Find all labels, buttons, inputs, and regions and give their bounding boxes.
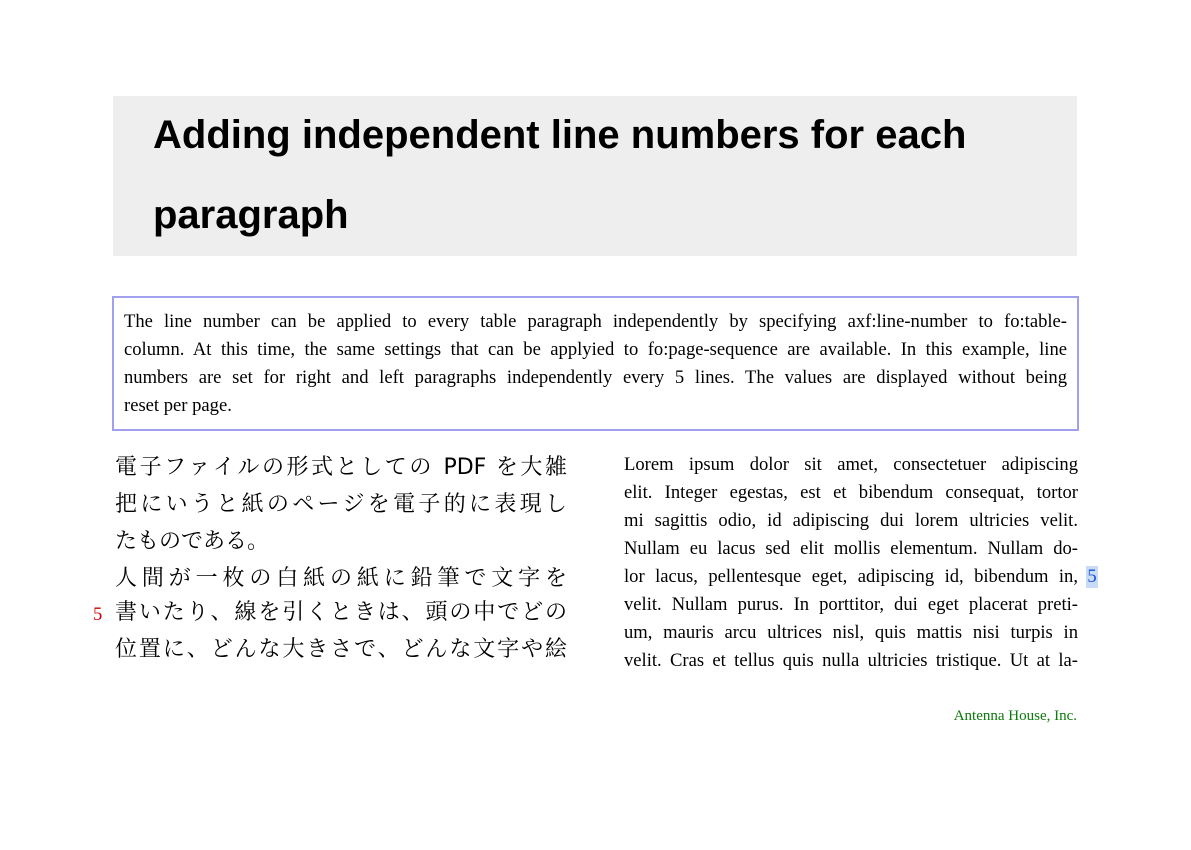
description-line: numbers are set for right and left paragraphs independently every 5 lines. The values are displayed without being (124, 367, 1067, 388)
left-column-line: 把にいうと紙のページを電子的に表現し (115, 492, 567, 517)
page-title-line-2: paragraph (153, 193, 349, 237)
right-column-line: lor lacus, pellentesque eget, adipiscing id, bibendum in, (624, 566, 1078, 587)
title-box (113, 96, 1077, 256)
left-column-line: 電子ファイルの形式としての PDF を大雑 (115, 455, 567, 480)
right-column-line: velit. Nullam purus. In porttitor, dui eget placerat preti- (624, 594, 1078, 615)
right-column-line: um, mauris arcu ultrices nisl, quis mattis nisi turpis in (624, 622, 1078, 643)
footer-company-name: Antenna House, Inc. (953, 708, 1077, 724)
right-column-line: Nullam eu lacus sed elit mollis elementum. Nullam do- (624, 538, 1078, 559)
description-line: The line number can be applied to every table paragraph independently by specifying axf:line-number to fo:table- (124, 311, 1067, 332)
description-line: column. At this time, the same settings that can be applyied to fo:page-sequence are available. In this example, line (124, 339, 1067, 360)
left-column-line: 位置に、どんな大きさで、どんな文字や絵 (115, 637, 567, 662)
left-line-number: 5 (93, 604, 103, 625)
right-column-line: velit. Cras et tellus quis nulla ultricies tristique. Ut at la- (624, 650, 1078, 671)
right-column-line: Lorem ipsum dolor sit amet, consectetuer adipiscing (624, 454, 1078, 475)
page-title-line-1: Adding independent line numbers for each (153, 113, 967, 157)
left-column-line: たものである。 (115, 529, 270, 554)
left-column-line: 人間が一枚の白紙の紙に鉛筆で文字を (115, 566, 567, 591)
right-column-line: mi sagittis odio, id adipiscing dui lorem ultricies velit. (624, 510, 1078, 531)
description-line: reset per page. (124, 395, 232, 416)
left-column-line: 書いたり、線を引くときは、頭の中でどの (115, 600, 567, 625)
right-line-number: 5 (1087, 566, 1097, 587)
description-box (112, 296, 1079, 431)
right-column-line: elit. Integer egestas, est et bibendum consequat, tortor (624, 482, 1078, 503)
